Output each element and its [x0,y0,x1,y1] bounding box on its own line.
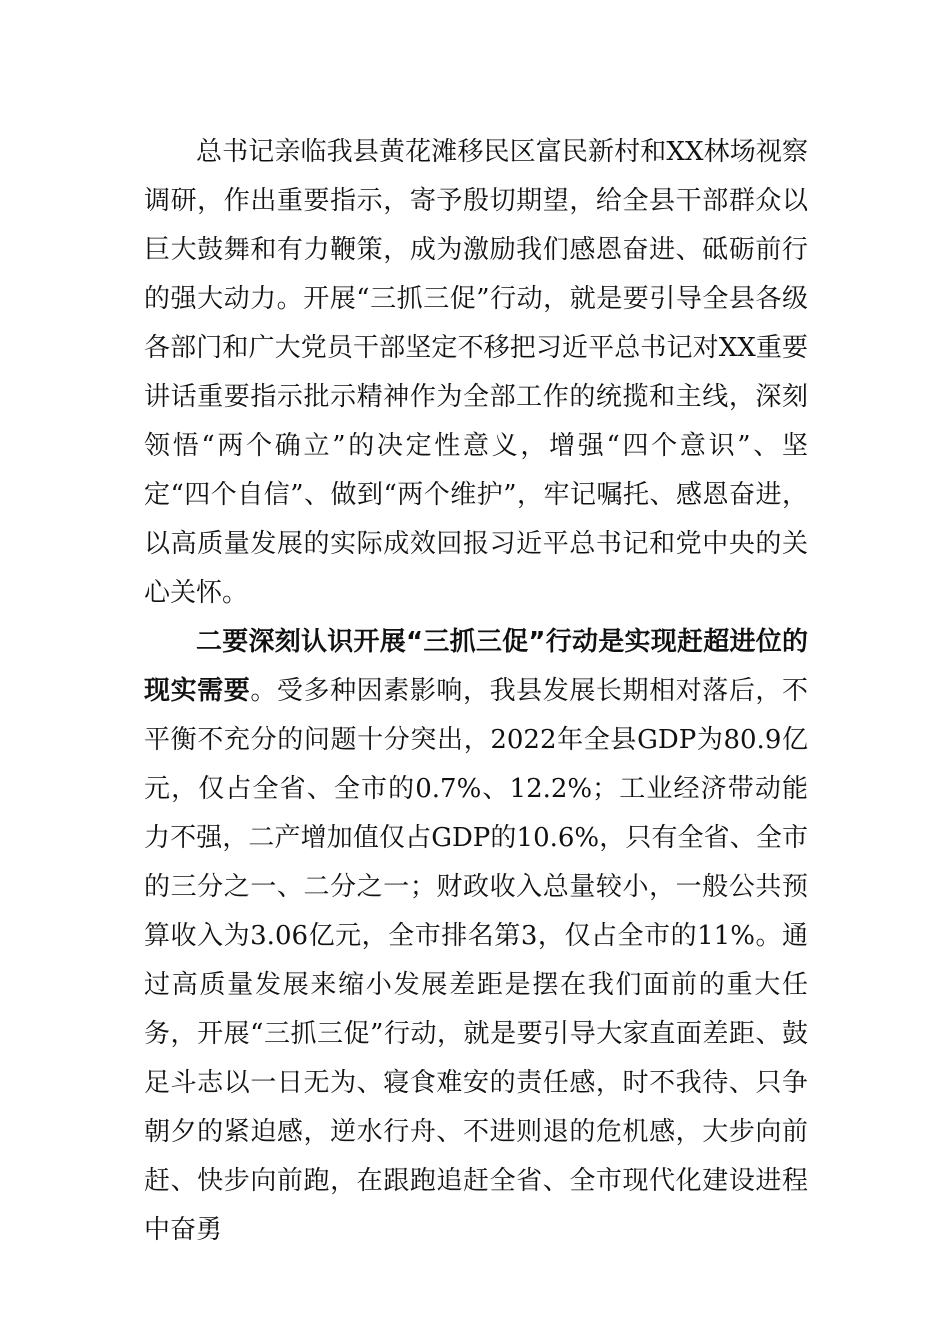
document-body [144,128,808,1255]
paragraph-catch-up [144,618,808,1255]
paragraph-gratitude [144,128,808,618]
paragraph-body: 。受多种因素影响，我县发展长期相对落后，不平衡不充分的问题十分突出，2022年全县GDP为80.9亿元，仅占全省、全市的0.7%、12.2%；工业经济带动能力不强，二产增加值仅占GDP的10.6%，只有全省、全市的三分之一、二分之一；财政收入总量较小，一般公共预算收入为3.06亿元，全市排名第3，仅占全市的11%。通过高质量发展来缩小发展差距是摆在我们面前的重大任务，开展“三抓三促”行动，就是要引导大家直面差距、鼓足斗志以一日无为、寝食难安的责任感，时不我待、只争朝夕的紧迫感，逆水行舟、不进则退的危机感，大步向前赶、快步向前跑，在跟跑追赶全省、全市现代化建设进程中奋勇 [144,676,808,1245]
paragraph-lead-heading: 二要深刻认识开展“三抓三促”行动是实现赶超进位的现实需要 [144,627,808,706]
paragraph-body: 总书记亲临我县黄花滩移民区富民新村和XX林场视察调研，作出重要指示，寄予殷切期望，给全县干部群众以巨大鼓舞和有力鞭策，成为激励我们感恩奋进、砥砺前行的强大动力。开展“三抓三促”行动，就是要引导全县各级各部门和广大党员干部坚定不移把习近平总书记对XX重要讲话重要指示批示精神作为全部工作的统揽和主线，深刻领悟“两个确立”的决定性意义，增强“四个意识”、坚定“四个自信”、做到“两个维护”，牢记嘱托、感恩奋进，以高质量发展的实际成效回报习近平总书记和党中央的关心关怀。 [144,137,808,608]
